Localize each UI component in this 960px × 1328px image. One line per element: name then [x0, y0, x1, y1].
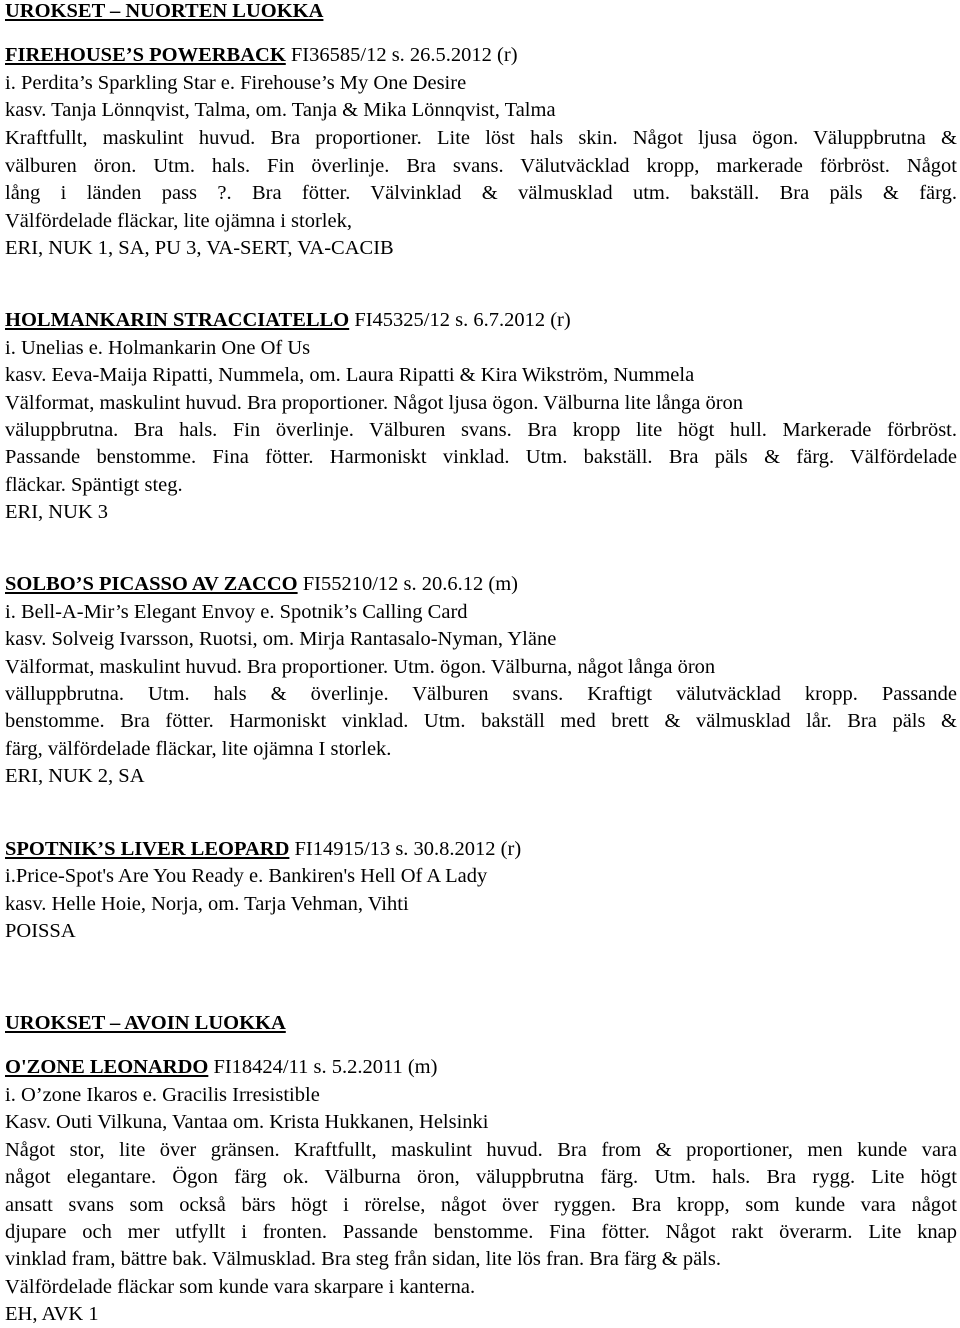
- critique-line: djupare och mer utfyllt i fronten. Passande benstomme. Fina fötter. Något rakt överarm. Lite knap: [5, 1221, 957, 1243]
- parents-line: i.Price-Spot's Are You Ready e. Bankiren's Hell Of A Lady: [5, 865, 488, 887]
- critique-line: lång i länden pass ?. Bra fötter. Välvinklad & välmusklad utm. bakställ. Bra päls & färg.: [5, 182, 957, 204]
- result-line: POISSA: [5, 920, 76, 942]
- dog-name: SPOTNIK’S LIVER LEOPARD: [5, 838, 290, 860]
- critique-line: Välfördelade fläckar som kunde vara skarpare i kanterna.: [5, 1276, 476, 1298]
- dog-entry-heading: [5, 1053, 957, 1081]
- critique-line: Välfördelade fläckar, lite ojämna i storlek,: [5, 210, 352, 232]
- critique-line: välburen öron. Utm. hals. Fin överlinje. Bra svans. Välutväcklad kropp, markerade förbröst. Något: [5, 155, 957, 177]
- dog-entry-heading: [5, 835, 957, 863]
- critique-line: Välformat, maskulint huvud. Bra proportioner. Något ljusa ögon. Välburna lite långa öron: [5, 392, 744, 414]
- dog-entry-heading: [5, 306, 957, 334]
- registration-info: FI55210/12 s. 20.6.12 (m): [297, 573, 518, 595]
- critique-line: Passande benstomme. Fina fötter. Harmoniskt vinklad. Utm. bakställ. Bra päls & färg. Välfördelade: [5, 446, 957, 468]
- dog-name: SOLBO’S PICASSO AV ZACCO: [5, 573, 298, 595]
- breeder-owner-line: Kasv. Outi Vilkuna, Vantaa om. Krista Hukkanen, Helsinki: [5, 1111, 489, 1133]
- critique-line: ansatt svans som också bärs högt i rörelse, något över ryggen. Bra kropp, som kunde vara något: [5, 1194, 957, 1216]
- breeder-owner-line: kasv. Tanja Lönnqvist, Talma, om. Tanja & Mika Lönnqvist, Talma: [5, 99, 556, 121]
- critique-line: vinklad fram, bättre bak. Välmusklad. Bra steg från sidan, lite lös fran. Bra färg & päls.: [5, 1248, 721, 1270]
- section-title-youth-class: UROKSET – NUORTEN LUOKKA: [5, 0, 324, 22]
- dog-name: O'ZONE LEONARDO: [5, 1056, 209, 1078]
- section-title-open-class: UROKSET – AVOIN LUOKKA: [5, 1012, 286, 1034]
- critique-line: välluppbrutna. Utm. hals & överlinje. Välburen svans. Kraftigt välutväcklad kropp. Passande: [5, 683, 957, 705]
- result-line: ERI, NUK 3: [5, 501, 109, 523]
- result-line: EH, AVK 1: [5, 1303, 99, 1325]
- parents-line: i. Bell-A-Mir’s Elegant Envoy e. Spotnik’s Calling Card: [5, 601, 468, 623]
- registration-info: FI45325/12 s. 6.7.2012 (r): [349, 309, 571, 331]
- critique-line: något elegantare. Ögon färg ok. Välburna öron, väluppbrutna färg. Utm. hals. Bra rygg. Lite högt: [5, 1166, 957, 1188]
- dog-name: FIREHOUSE’S POWERBACK: [5, 44, 286, 66]
- breeder-owner-line: kasv. Helle Hoie, Norja, om. Tarja Vehman, Vihti: [5, 893, 409, 915]
- dog-name: HOLMANKARIN STRACCIATELLO: [5, 309, 350, 331]
- parents-line: i. Unelias e. Holmankarin One Of Us: [5, 337, 311, 359]
- critique-line: fläckar. Späntigt steg.: [5, 474, 183, 496]
- critique-line: Välformat, maskulint huvud. Bra proportioner. Utm. ögon. Välburna, något långa öron: [5, 656, 716, 678]
- result-line: ERI, NUK 2, SA: [5, 765, 145, 787]
- registration-info: FI36585/12 s. 26.5.2012 (r): [285, 44, 518, 66]
- breeder-owner-line: kasv. Eeva-Maija Ripatti, Nummela, om. Laura Ripatti & Kira Wikström, Nummela: [5, 364, 695, 386]
- critique-line: benstomme. Bra fötter. Harmoniskt vinklad. Utm. bakställ med brett & välmusklad lår. Bra päls &: [5, 710, 957, 732]
- critique-line: Kraftfullt, maskulint huvud. Bra proportioner. Lite löst hals skin. Något ljusa ögon. Väluppbrutna &: [5, 127, 957, 149]
- dog-entry-heading: [5, 41, 957, 69]
- parents-line: i. O’zone Ikaros e. Gracilis Irresistible: [5, 1084, 320, 1106]
- critique-line: väluppbrutna. Bra hals. Fin överlinje. Välburen svans. Bra kropp lite högt hull. Markerade förbröst.: [5, 419, 957, 441]
- critique-line: Något stor, lite över gränsen. Kraftfullt, maskulint huvud. Bra from & proportioner, men kunde vara: [5, 1139, 957, 1161]
- critique-line: färg, välfördelade fläckar, lite ojämna I storlek.: [5, 738, 392, 760]
- parents-line: i. Perdita’s Sparkling Star e. Firehouse’s My One Desire: [5, 72, 467, 94]
- result-line: ERI, NUK 1, SA, PU 3, VA-SERT, VA-CACIB: [5, 237, 394, 259]
- breeder-owner-line: kasv. Solveig Ivarsson, Ruotsi, om. Mirja Rantasalo-Nyman, Yläne: [5, 628, 557, 650]
- dog-entry-heading: [5, 570, 957, 598]
- registration-info: FI14915/13 s. 30.8.2012 (r): [289, 838, 522, 860]
- registration-info: FI18424/11 s. 5.2.2011 (m): [208, 1056, 438, 1078]
